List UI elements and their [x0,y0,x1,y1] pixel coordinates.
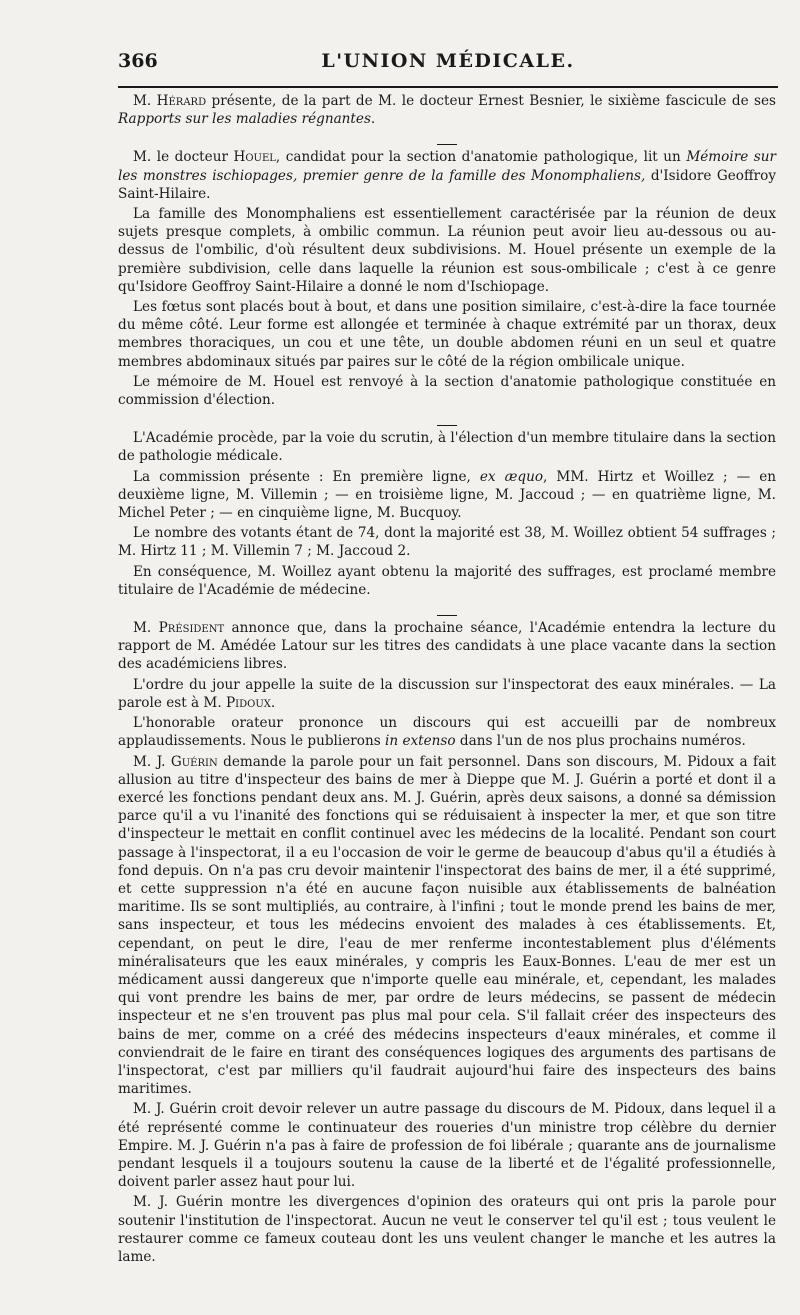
running-title: L'UNION MÉDICALE. [321,50,575,72]
paragraph-president: M. Président annonce que, dans la prochaine séance, l'Académie entendra la lecture du rapport de M. Amédée Latour sur les titres des candidats à une place vacante dans la section des académiciens libres. [118,620,777,673]
section-separator [118,603,776,613]
paragraph-guerin-fait-personnel: M. J. Guérin demande la parole pour un fait personnel. Dans son discours, M. Pidoux a fait allusion au titre d'inspecteur des bains de mer à Dieppe que M. J. Guérin a porté et dont il a exercé les fonctions pendant deux ans. M. J. Guérin, après deux saisons, a donné sa démission parce qu'il a vu l'inanité des fonctions qui se réduisaient à inspecter la mer, et que son titre d'inspecteur le mettait en conflit continuel avec les médecins de la localité. Pendant son court passage à l'inspectorat, il a eu l'occasion de voir le germe de beaucoup d'abus qu'il a étudiés à fond depuis. On n'a pas cru devoir maintenir l'inspectorat des bains de mer, il a été supprimé, et cette suppression n'a été en aucune façon nuisible aux établissements de balnéation maritime. Ils se sont multipliés, au contraire, à l'infini ; tout le monde prend les bains de mer, sans inspecteur, et tous les médecins envoient des malades à ces établissements. Et, cependant, on peut le dire, l'eau de mer renferme incontestablement plus d'éléments minéralisateurs que les eaux minérales, y compris les Eaux-Bonnes. L'eau de mer est un médicament aussi dangereux que n'importe quelle eau minérale, et, cependant, les malades qui vont prendre les bains de mer, par ordre de leurs médecins, se passent de médecin inspecteur et ne s'en trouvent pas plus mal pour cela. S'il fallait créer des inspecteurs des bains de mer, comme on a créé des médecins inspecteurs d'eaux minérales, et comme il conviendrait de le faire en tirant des conséquences logiques des arguments des partisans de l'inspectorat, c'est par milliers qu'il faudrait aujourd'hui faire des inspecteurs des bains maritimes. [118,753,776,1098]
header-rule [118,86,778,88]
page-number: 366 [118,50,158,72]
paragraph-guerin-passage: M. J. Guérin croit devoir relever un autre passage du discours de M. Pidoux, dans lequel il a été représenté comme le continuateur des roueries d'un ministre trop célèbre du dernier Empire. M. J. Guérin n'a pas à faire de profession de foi libérale ; quarante ans de journalisme pendant lesquels il a toujours soutenu la cause de la liberté et de l'égalité professionnelle, doivent parler assez haut pour lui. [118,1101,776,1191]
paragraph-discours: L'honorable orateur prononce un discours qui est accueilli par de nombreux applaudissements. Nous le publierons in extenso dans l'un de nos plus prochains numéros. [118,715,776,750]
speaker-name: Pidoux [226,694,271,711]
speaker-name: Hérard [156,93,207,109]
paragraph-foetus: Les fœtus sont placés bout à bout, et dans une position similaire, c'est-à-dire la face tournée du même côté. Leur forme est allongée et terminée à chaque extrémité par un thorax, deux membres thoraciques, un cou et une tête, un double abdomen réuni en un seul et quatre membres abdominaux situés par paires sur le côté de la région ombilicale unique. [118,299,776,370]
paragraph-guerin-divergences: M. J. Guérin montre les divergences d'opinion des orateurs qui ont pris la parole pour soutenir l'institution de l'inspectorat. Aucun ne veut le conserver tel qu'il est ; tous veulent le restaurer comme ce fameux couteau dont les uns veulent changer le manche et les autres la lame. [118,1194,776,1265]
paragraph-monomphaliens: La famille des Monomphaliens est essentiellement caractérisée par la réunion de deux sujets presque complets, à ombilic commun. La réunion peut avoir lieu au-dessous ou au-dessus de l'ombilic, d'où résultent deux subdivisions. M. Houel présente un exemple de la première subdivision, celle dans laquelle la réunion est sous-ombilicale ; c'est à ce genre qu'Isidore Geoffroy Saint-Hilaire a donné le nom d'Ischiopage. [118,206,776,295]
speaker-name: Houel [233,149,276,166]
paragraph-renvoi: Le mémoire de M. Houel est renvoyé à la section d'anatomie pathologique constituée en commission d'élection. [118,373,776,409]
paragraph-scrutin: L'Académie procède, par la voie du scrutin, à l'élection d'un membre titulaire dans la section de pathologie médicale. [118,430,776,465]
article-body [118,92,776,1266]
paragraph-herard: M. Hérard présente, de la part de M. le docteur Ernest Besnier, le sixième fascicule de ses Rapports sur les maladies régnantes. [118,93,777,128]
speaker-name: Guérin [170,753,218,770]
paragraph-votants: Le nombre des votants étant de 74, dont la majorité est 38, M. Woillez obtient 54 suffrages ; M. Hirtz 11 ; M. Villemin 7 ; M. Jaccoud 2. [118,525,776,560]
paragraph-ordre-du-jour: L'ordre du jour appelle la suite de la discussion sur l'inspectorat des eaux minérales. — La parole est à M. Pidoux. [118,676,776,711]
paragraph-commission: La commission présente : En première ligne, ex æquo, MM. Hirtz et Woillez ; — en deuxième ligne, M. Villemin ; — en troisième ligne, M. Jaccoud ; — en quatrième ligne, M. Michel Peter ; — en cinquième ligne, M. Bucquoy. [118,468,777,522]
paragraph-houel: M. le docteur Houel, candidat pour la section d'anatomie pathologique, lit un Mémoire sur les monstres ischiopages, premier genre de la famille des Monomphaliens, d'Isidore Geoffroy Saint-Hilaire. [118,149,777,202]
page-header [118,48,778,82]
section-separator [118,132,776,142]
speaker-name: Président [158,620,225,637]
paragraph-consequence: En conséquence, M. Woillez ayant obtenu la majorité des suffrages, est proclamé membre titulaire de l'Académie de médecine. [118,563,776,598]
section-separator [118,413,776,423]
